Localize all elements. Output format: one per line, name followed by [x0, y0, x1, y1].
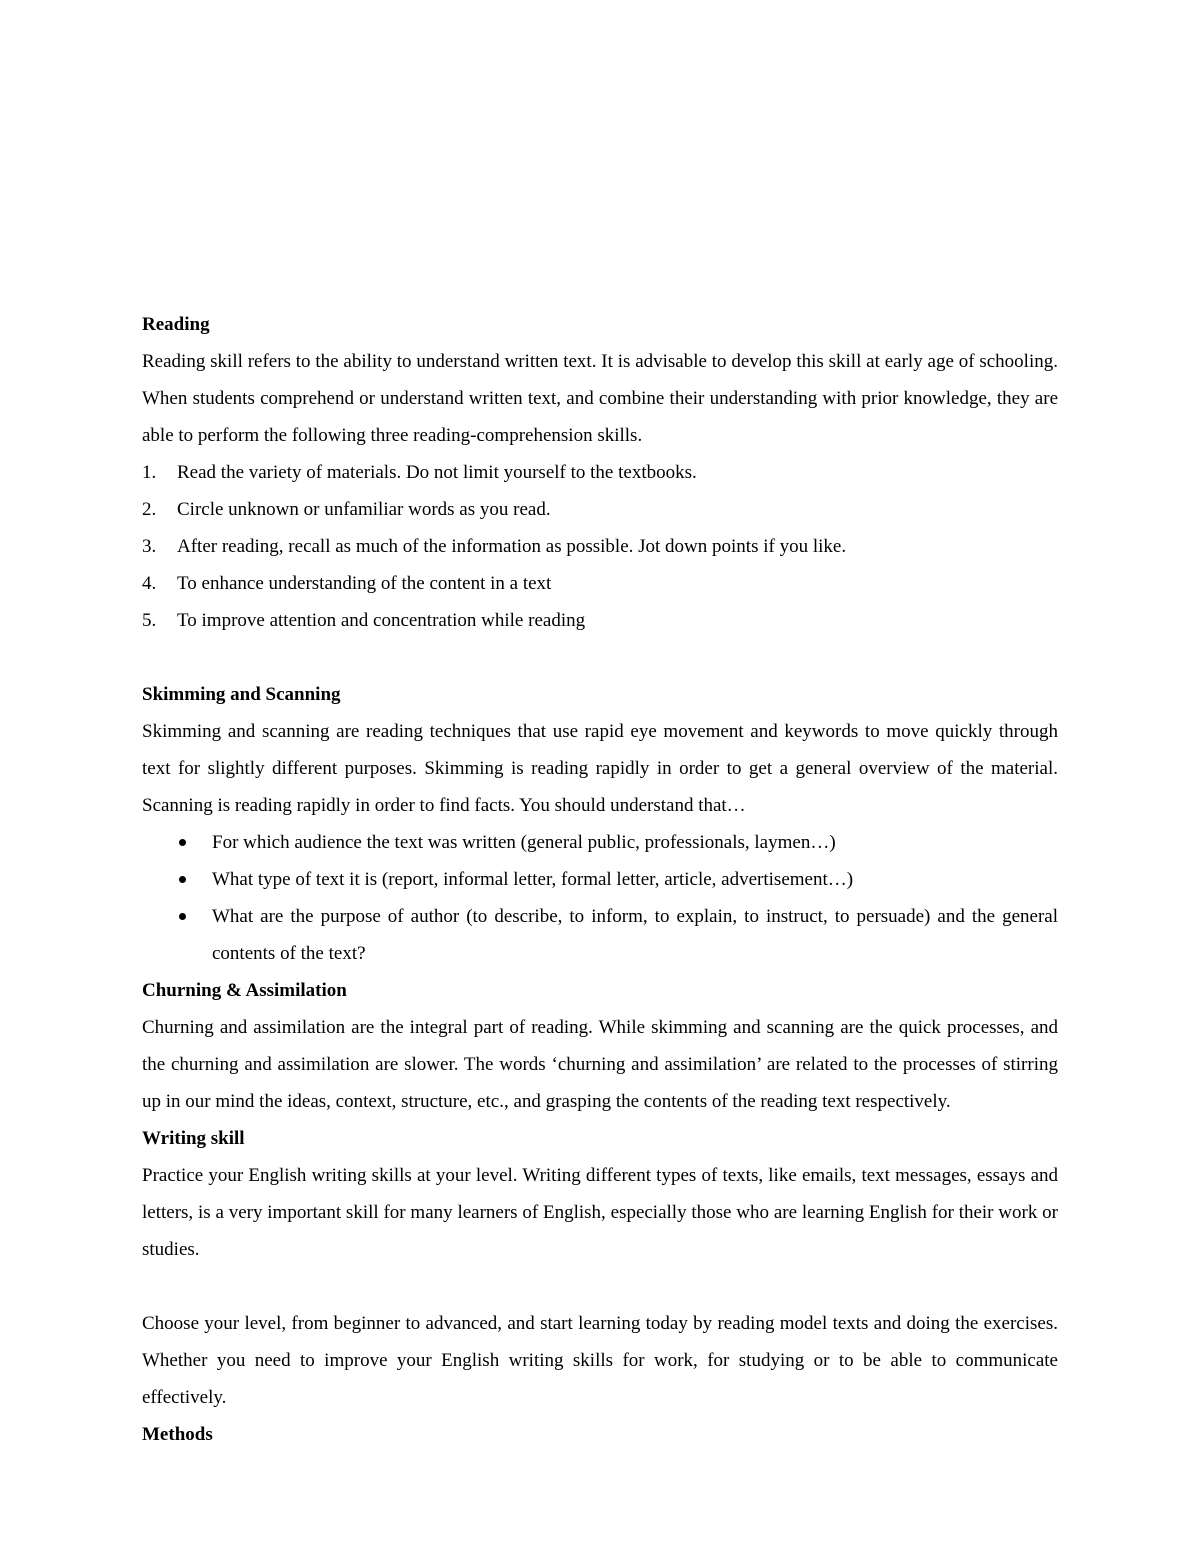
- blank-line: [142, 1268, 1058, 1305]
- list-item-number: 3.: [142, 536, 157, 557]
- bullet-item: [142, 861, 1058, 898]
- list-item-text: To enhance understanding of the content in a text: [177, 573, 552, 594]
- bullet-item: [142, 898, 1058, 972]
- skimming-intro: Skimming and scanning are reading techniques that use rapid eye movement and keywords to move quickly through text for slightly different purposes. Skimming is reading rapidly in order to get a general overview of the material. Scanning is reading rapidly in order to find facts. You should understand that…: [142, 721, 1058, 816]
- bullet-icon: [142, 824, 212, 861]
- list-item-number: 2.: [142, 499, 157, 520]
- churning-body: Churning and assimilation are the integral part of reading. While skimming and scanning are the quick processes, and the churning and assimilation are slower. The words ‘churning and assimilation’ are related to the processes of stirring up in our mind the ideas, context, structure, etc., and grasping the contents of the reading text respectively.: [142, 1017, 1058, 1112]
- writing-paragraph-2: Choose your level, from beginner to advanced, and start learning today by reading model texts and doing the exercises. Whether you need to improve your English writing skills for work, for studying or to be able to communicate effectively.: [142, 1313, 1058, 1408]
- list-item-text: To improve attention and concentration while reading: [177, 610, 586, 631]
- list-item-number: 4.: [142, 573, 157, 594]
- list-item: [142, 602, 1058, 639]
- bullet-icon: [142, 861, 212, 898]
- list-item-number: 1.: [142, 462, 157, 483]
- list-item: [142, 454, 1058, 491]
- churning-heading: Churning & Assimilation: [142, 980, 347, 1001]
- bullet-item: [142, 824, 1058, 861]
- bullet-text: For which audience the text was written (general public, professionals, laymen…): [212, 832, 836, 853]
- list-item-text: Circle unknown or unfamiliar words as you read.: [177, 499, 551, 520]
- bullet-text: What are the purpose of author (to describe, to inform, to explain, to instruct, to persuade) and the general contents of the text?: [212, 906, 1058, 964]
- list-item: [142, 491, 1058, 528]
- reading-heading: Reading: [142, 314, 210, 335]
- list-item-number: 5.: [142, 610, 157, 631]
- list-item-text: Read the variety of materials. Do not limit yourself to the textbooks.: [177, 462, 697, 483]
- list-item: [142, 528, 1058, 565]
- reading-list: [142, 454, 1058, 639]
- bullet-icon: [142, 898, 212, 972]
- methods-heading: Methods: [142, 1424, 213, 1445]
- blank-line: [142, 639, 1058, 676]
- list-item: [142, 565, 1058, 602]
- skimming-heading: Skimming and Scanning: [142, 684, 341, 705]
- writing-heading: Writing skill: [142, 1128, 245, 1149]
- skimming-bullet-list: [142, 824, 1058, 972]
- document-page: [142, 306, 1058, 1453]
- writing-paragraph-1: Practice your English writing skills at your level. Writing different types of texts, like emails, text messages, essays and letters, is a very important skill for many learners of English, especially those who are learning English for their work or studies.: [142, 1165, 1058, 1260]
- reading-intro: Reading skill refers to the ability to understand written text. It is advisable to develop this skill at early age of schooling. When students comprehend or understand written text, and combine their understanding with prior knowledge, they are able to perform the following three reading-comprehension skills.: [142, 351, 1058, 446]
- bullet-text: What type of text it is (report, informal letter, formal letter, article, advertisement…): [212, 869, 854, 890]
- list-item-text: After reading, recall as much of the information as possible. Jot down points if you like.: [177, 536, 847, 557]
